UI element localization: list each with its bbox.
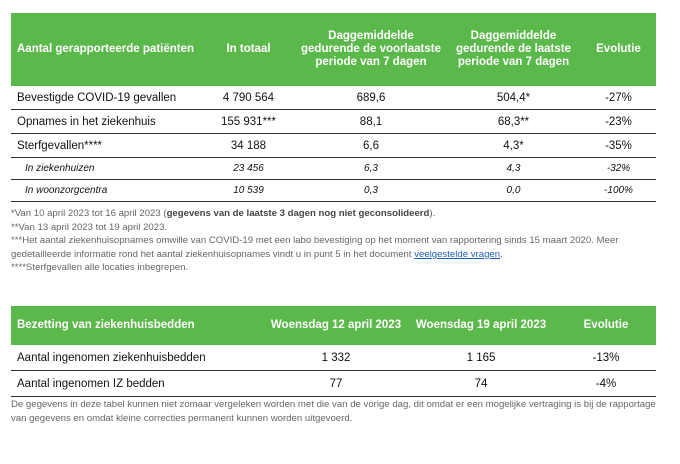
cell-last: 504,4*	[446, 86, 581, 110]
table-subrow	[11, 158, 656, 180]
footnote-1: *Van 10 april 2023 tot 16 april 2023 (gegevens van de laatste 3 dagen nog niet geconsolideerd).	[11, 208, 436, 219]
cell-total: 23 456	[201, 158, 296, 180]
row-label: Aantal ingenomen IZ bedden	[11, 371, 266, 397]
cell-last: 4,3	[446, 158, 581, 180]
row-label: In woonzorgcentra	[11, 180, 201, 202]
footnote-3: ***Het aantal ziekenhuisopnames omwille van COVID-19 met een labo bevestiging op het moment van rapportering sinds 15 maart 2020. Meer gedetailleerde informatie rond het aantal ziekenhuisopnames vindt u in punt 5 in het document veelgestelde vragen.	[11, 235, 619, 260]
column-header-date-last: Woensdag 19 april 2023	[406, 306, 556, 345]
cell-total: 34 188	[201, 134, 296, 158]
cell-total: 10 539	[201, 180, 296, 202]
column-header-previous-period: Daggemiddelde gedurende de voorlaatste periode van 7 dagen	[296, 13, 446, 86]
patients-table	[11, 13, 656, 202]
cell-last: 1 165	[406, 345, 556, 371]
row-label: Opnames in het ziekenhuis	[11, 110, 201, 134]
cell-evolution: -32%	[581, 158, 656, 180]
column-header-last-period: Daggemiddelde gedurende de laatste periode van 7 dagen	[446, 13, 581, 86]
cell-previous: 6,3	[296, 158, 446, 180]
cell-total: 4 790 564	[201, 86, 296, 110]
cell-total: 155 931***	[201, 110, 296, 134]
disclaimer-text: De gegevens in deze tabel kunnen niet zomaar vergeleken worden met die van de vorige dag, dit omdat er een mogelijke vertraging is bij de rapportage van gegevens en omdat kleine correcties permanent kunnen worden uitgevoerd.	[11, 399, 656, 424]
cell-evolution: -35%	[581, 134, 656, 158]
cell-evolution: -27%	[581, 86, 656, 110]
cell-last: 68,3**	[446, 110, 581, 134]
table-row	[11, 110, 656, 134]
column-header-total: In totaal	[201, 13, 296, 86]
footnotes	[11, 207, 661, 275]
cell-last: 0,0	[446, 180, 581, 202]
table-row	[11, 86, 656, 110]
table-subrow	[11, 180, 656, 202]
cell-previous: 77	[266, 371, 406, 397]
row-label: In ziekenhuizen	[11, 158, 201, 180]
cell-evolution: -100%	[581, 180, 656, 202]
cell-evolution: -13%	[556, 345, 656, 371]
cell-previous: 6,6	[296, 134, 446, 158]
column-header-category: Aantal gerapporteerde patiënten	[11, 13, 201, 86]
table-row	[11, 134, 656, 158]
table-header-row	[11, 306, 656, 345]
cell-evolution: -4%	[556, 371, 656, 397]
footnote-2: **Van 13 april 2023 tot 19 april 2023.	[11, 221, 168, 233]
cell-previous: 88,1	[296, 110, 446, 134]
table-disclaimer	[11, 398, 661, 425]
row-label: Aantal ingenomen ziekenhuisbedden	[11, 345, 266, 371]
cell-last: 74	[406, 371, 556, 397]
faq-link[interactable]: veelgestelde vragen	[414, 248, 501, 260]
cell-previous: 1 332	[266, 345, 406, 371]
footnote-4: ****Sterfgevallen alle locaties inbegrepen.	[11, 262, 189, 274]
column-header-evolution: Evolutie	[581, 13, 656, 86]
column-header-category: Bezetting van ziekenhuisbedden	[11, 306, 266, 345]
hospital-beds-table	[11, 306, 656, 397]
row-label: Bevestigde COVID-19 gevallen	[11, 86, 201, 110]
cell-previous: 689,6	[296, 86, 446, 110]
cell-last: 4,3*	[446, 134, 581, 158]
table-row	[11, 345, 656, 371]
column-header-evolution: Evolutie	[556, 306, 656, 345]
cell-previous: 0,3	[296, 180, 446, 202]
table-row	[11, 371, 656, 397]
row-label: Sterfgevallen****	[11, 134, 201, 158]
cell-evolution: -23%	[581, 110, 656, 134]
table-header-row	[11, 13, 656, 86]
column-header-date-previous: Woensdag 12 april 2023	[266, 306, 406, 345]
